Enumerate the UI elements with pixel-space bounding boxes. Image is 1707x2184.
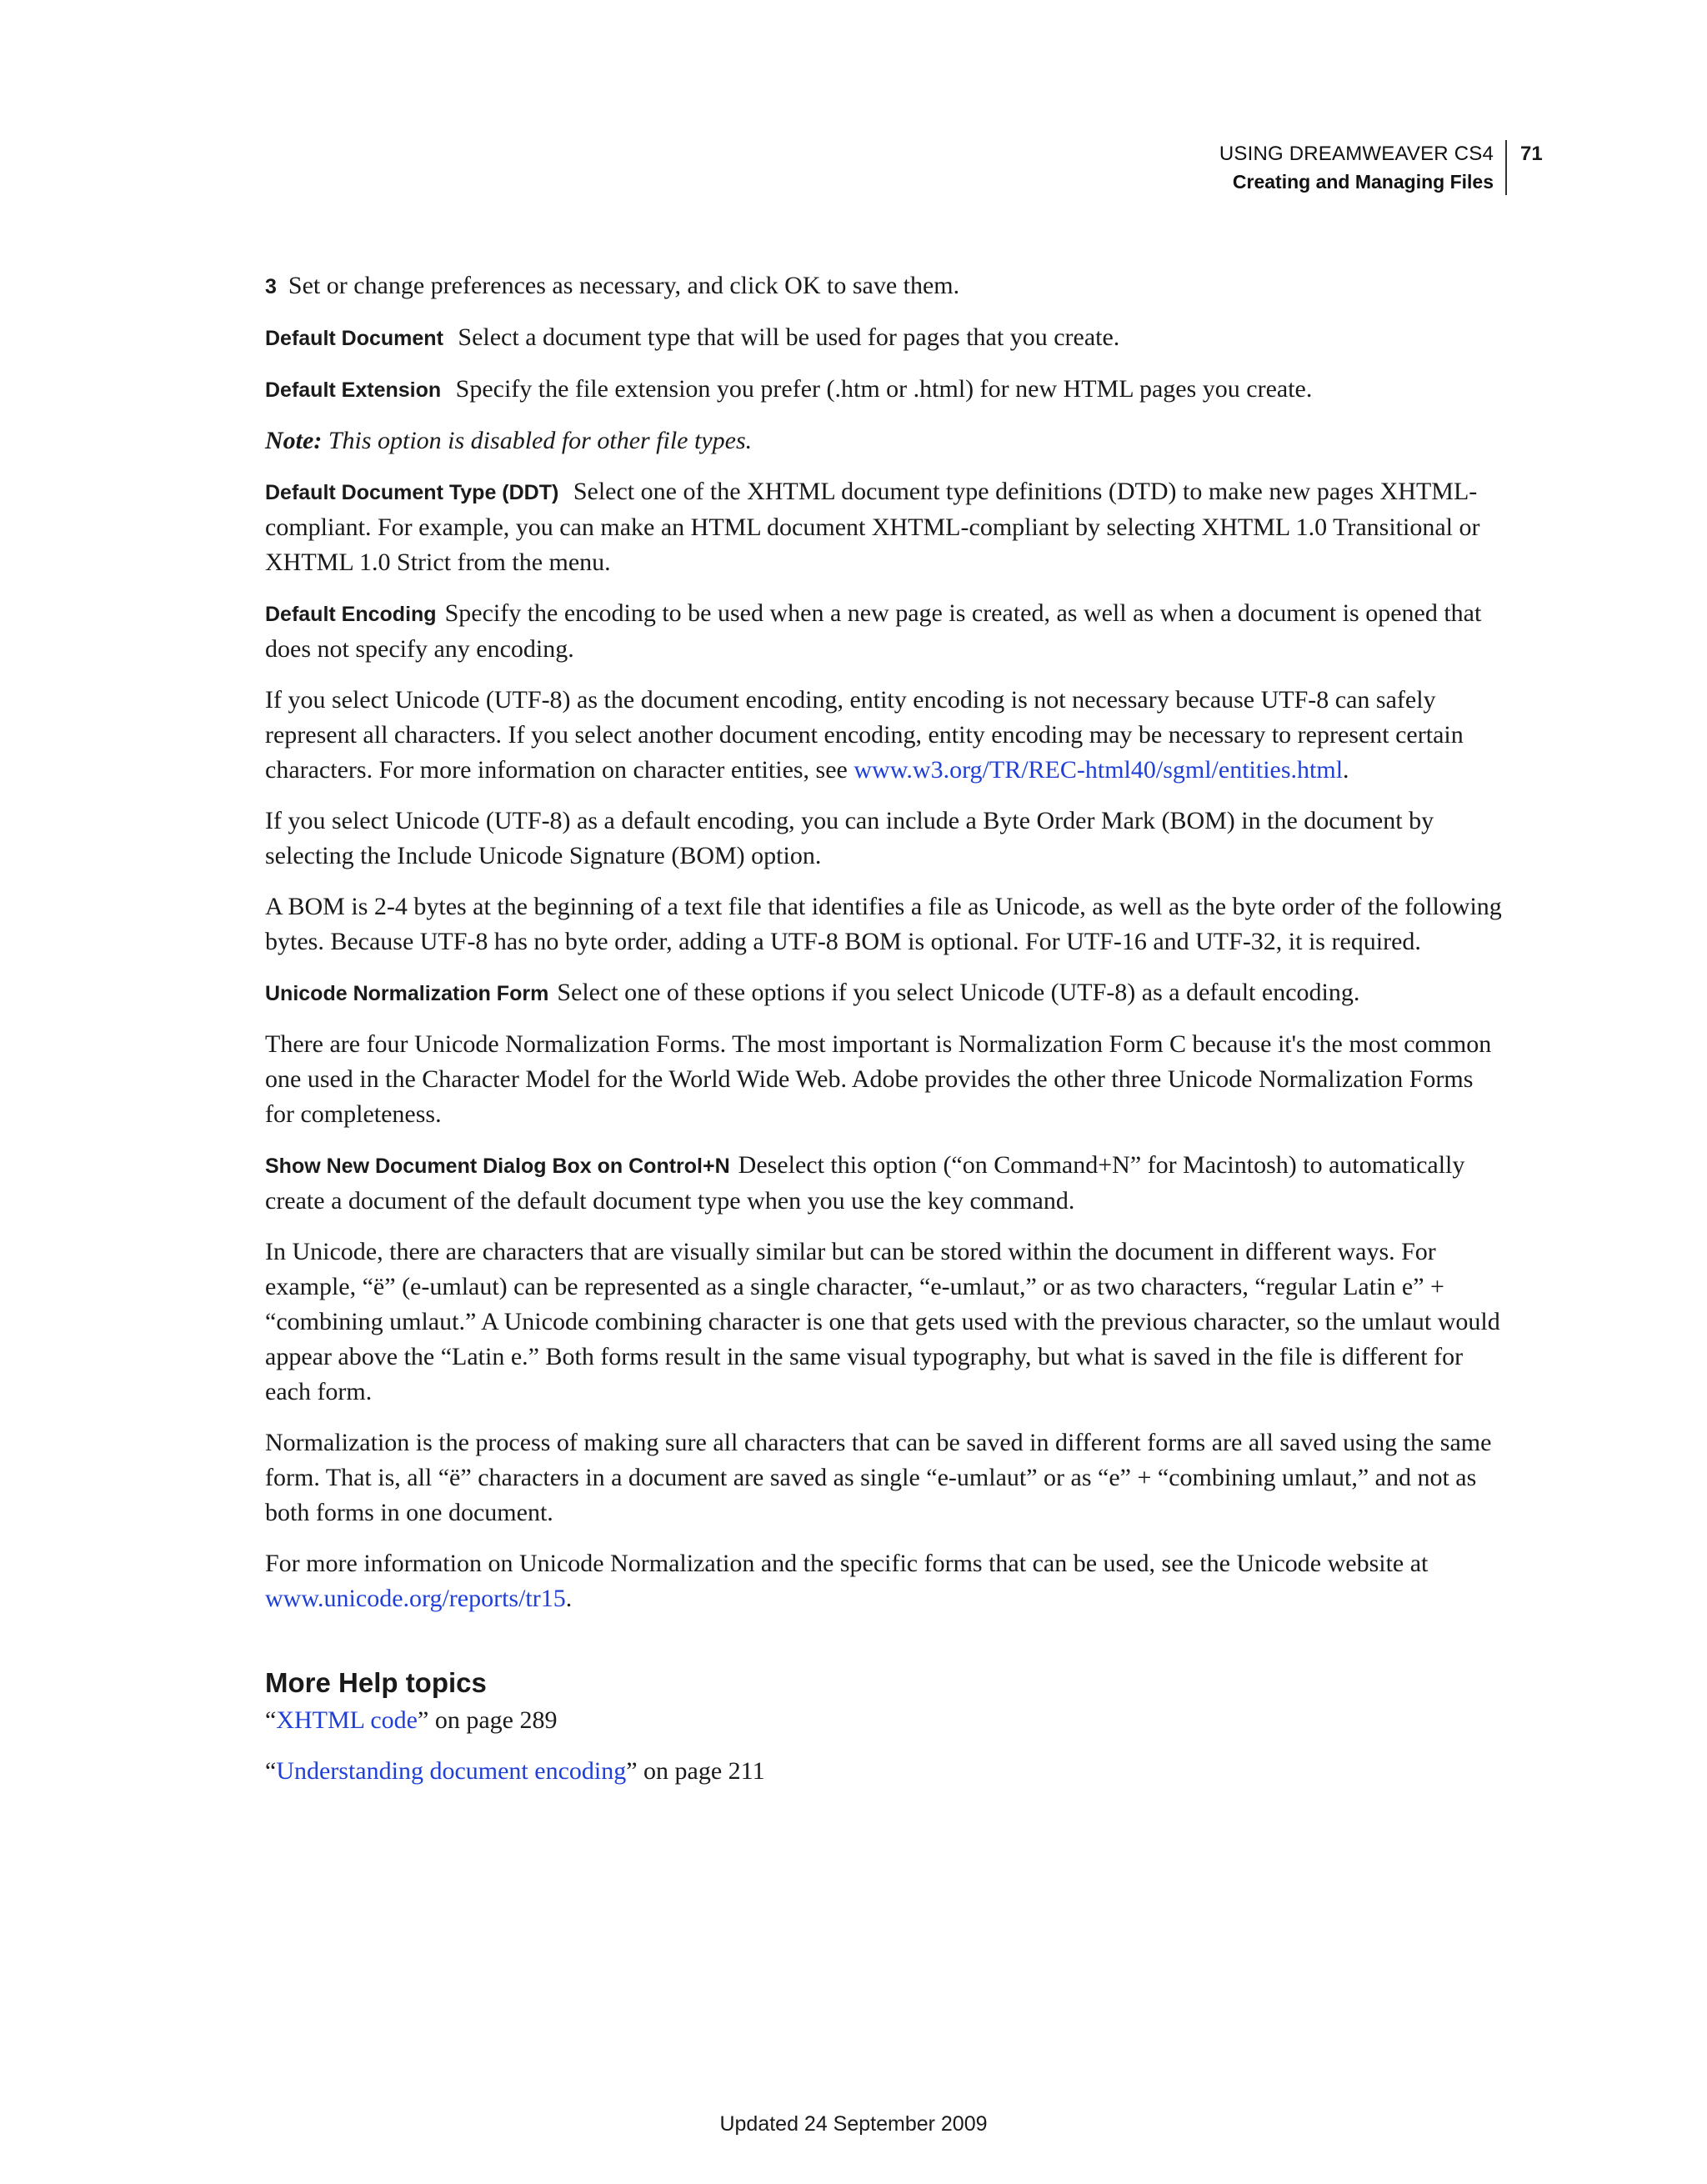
utf8-para	[265, 683, 1507, 788]
note-text: This option is disabled for other file types.	[328, 427, 753, 454]
bom-para: If you select Unicode (UTF-8) as a default encoding, you can include a Byte Order Mark (BOM) in the document by selecting the Include Unicode Signature (BOM) option.	[265, 807, 1434, 869]
more-info-para	[265, 1546, 1507, 1616]
term-default-extension: Default Extension	[265, 378, 442, 402]
help-topic-open-quote: “	[265, 1706, 277, 1734]
help-topic-open-quote: “	[265, 1757, 277, 1785]
note-para	[265, 423, 1507, 458]
step-text: Set or change preferences as necessary, and click OK to save them.	[288, 272, 960, 299]
note-label: Note:	[265, 427, 323, 454]
utf8-para-end: .	[1343, 756, 1349, 784]
footer-updated-date: Updated 24 September 2009	[719, 2112, 988, 2136]
step-number: 3	[265, 275, 277, 298]
more-info-text: For more information on Unicode Normalization and the specific forms that can be used, see the Unicode website at	[265, 1550, 1429, 1577]
term-default-document: Default Document	[265, 327, 443, 350]
help-topic-xhtml-code	[265, 1703, 1507, 1738]
unicode-tr15-link[interactable]: www.unicode.org/reports/tr15	[265, 1585, 566, 1612]
normalization-para: Normalization is the process of making sure all characters that can be saved in different forms are all saved using the same form. That is, all “ë” characters in a document are saved as single “e-umlaut” or as “e” + “combining umlaut,” and not as both forms in one document.	[265, 1429, 1492, 1526]
running-header	[1219, 140, 1507, 195]
term-default-ddt: Default Document Type (DDT)	[265, 481, 559, 504]
default-extension-para	[265, 372, 1507, 408]
page-number: 71	[1520, 143, 1543, 165]
more-info-end: .	[565, 1585, 573, 1612]
default-extension-text: Specify the file extension you prefer (.htm or .html) for new HTML pages you create.	[455, 375, 1313, 403]
default-ddt-para	[265, 474, 1507, 580]
header-product-title: USING DREAMWEAVER CS4	[1219, 143, 1494, 165]
more-help-heading: More Help topics	[265, 1667, 487, 1698]
default-document-text: Select a document type that will be used for pages that you create.	[458, 323, 1120, 351]
utf8-para-text: If you select Unicode (UTF-8) as the document encoding, entity encoding is not necessary because UTF-8 can safely represent all characters. If you select another document encoding, entity encoding may be necessary to represent certain characters. For more information on character entities, see	[265, 686, 1464, 784]
in-unicode-para: In Unicode, there are characters that are visually similar but can be stored within the document in different ways. For example, “ë” (e-umlaut) can be represented as a single character, “e-umlaut,” or as two characters, “regular Latin e” + “combining umlaut.” A Unicode combining character is one that gets used with the previous character, so the umlaut would appear above the “Latin e.” Both forms result in the same visual typography, but what is saved in the file is different for each form.	[265, 1238, 1500, 1405]
unicode-normalization-para	[265, 975, 1507, 1011]
show-new-doc-para	[265, 1148, 1507, 1219]
default-encoding-para	[265, 596, 1507, 667]
default-ddt-text: Select one of the XHTML document type definitions (DTD) to make new pages XHTML-compliant. For example, you can make an HTML document XHTML-compliant by selecting XHTML 1.0 Transitional or XHTML 1.0 Strict from the menu.	[265, 478, 1480, 576]
default-document-para	[265, 320, 1507, 356]
step-3	[265, 268, 1507, 304]
default-encoding-text: Specify the encoding to be used when a new page is created, as well as when a document is opened that does not specify any encoding.	[265, 599, 1482, 663]
unicode-normalization-text: Select one of these options if you select Unicode (UTF-8) as a default encoding.	[557, 979, 1360, 1006]
bom-desc-para: A BOM is 2-4 bytes at the beginning of a text file that identifies a file as Unicode, as well as the byte order of the following bytes. Because UTF-8 has no byte order, adding a UTF-8 BOM is optional. For UTF-16 and UTF-32, it is required.	[265, 893, 1502, 955]
page-body	[265, 268, 1507, 1805]
help-topic-document-encoding	[265, 1754, 1507, 1789]
entities-link[interactable]: www.w3.org/TR/REC-html40/sgml/entities.html	[854, 756, 1344, 784]
document-encoding-link[interactable]: Understanding document encoding	[276, 1757, 627, 1785]
header-chapter-title: Creating and Managing Files	[1232, 171, 1494, 193]
help-topic-page-ref: ” on page 289	[418, 1706, 558, 1734]
help-topic-page-ref: ” on page 211	[626, 1757, 765, 1785]
term-unicode-normalization-form: Unicode Normalization Form	[265, 982, 549, 1005]
show-new-doc-text: Deselect this option (“on Command+N” for Macintosh) to automatically create a document of the default document type when you use the key command.	[265, 1151, 1465, 1215]
term-show-new-document: Show New Document Dialog Box on Control+N	[265, 1155, 730, 1178]
term-default-encoding: Default Encoding	[265, 603, 437, 626]
four-forms-para: There are four Unicode Normalization Forms. The most important is Normalization Form C because it's the most common one used in the Character Model for the World Wide Web. Adobe provides the other three Unicode Normalization Forms for completeness.	[265, 1030, 1492, 1128]
xhtml-code-link[interactable]: XHTML code	[276, 1706, 418, 1734]
